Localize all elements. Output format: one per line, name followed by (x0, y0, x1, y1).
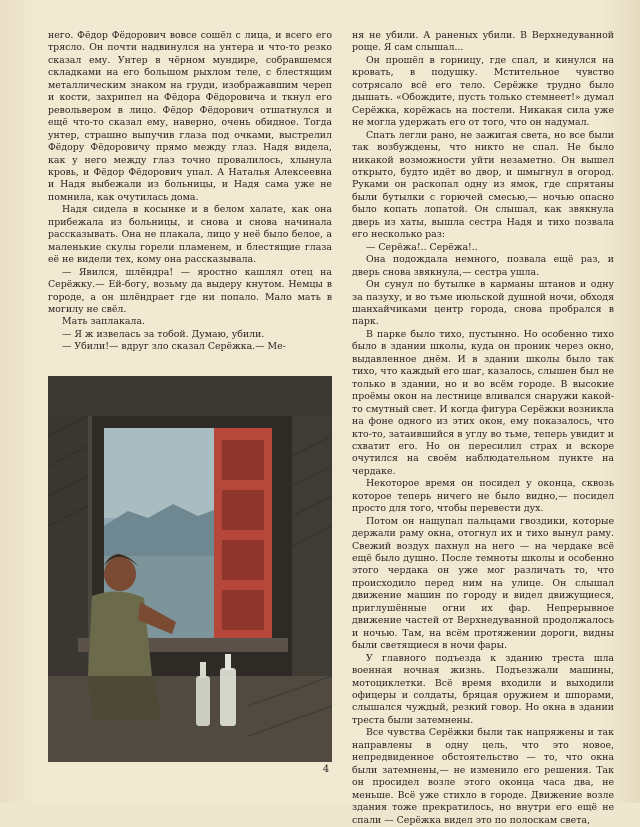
paragraph: — Я ж извелась за тобой. Думаю, убили. (62, 328, 265, 340)
paragraph: У главного подъезда к зданию треста шла военная ночная жизнь. Подъезжали машины, мотоциклетки. Всё время входили и выходили офицеры и солдаты, бряцая оружием и шпорами, слышался чуждый, резкий говор. Но окна в здании треста были затемнены. (352, 652, 614, 726)
paragraph: ня не убили. А раненых убили. В Верхнедуванной роще. Я сам слышал... (352, 30, 614, 54)
illustration-boy-at-window (48, 376, 332, 762)
paragraph: Он сунул по бутылке в карманы штанов и одну за пазуху, и во тьме июльской душной ночи, обходя шанхайчиками центр города, снова пробрался в парк. (352, 279, 614, 328)
paragraph: — Серёжа!.. Серёжа!.. (366, 241, 478, 253)
paragraph: Потом он нащупал пальцами гвоздики, которые держали раму окна, отогнул их и тихо вынул раму. Свежий воздух пахнул на него — на чердаке всё ещё было душно. После темноты школы и особенно этого чердака он уже мог различать то, что происходило перед ним на улице. Он слышал движение машин по городу и видел движущиеся, приглушённые огни их фар. Непрерывное движение частей от Верхнедуванной продолжалось и ночью. Там, на всём протяжении дороги, видны были светящиеся в ночи фары. (352, 515, 614, 652)
paragraph: В парке было тихо, пустынно. Но особенно тихо было в здании школы, куда он проник через окно, выдавленное днём. И в здании школы было так тихо, что каждый его шаг, казалось, слышен был не только в здании, но и во всём городе. В высокие проёмы окон на лестнице вливался снаружи какой-то смутный свет. И когда фигура Серёжки возникла на фоне одного из этих окон, ему показалось, что кто-то, затаившийся в углу во тьме, теперь увидит и схватит его. Но он пересилил страх и вскоре очутился на своём наблюдательном пункте на чердаке. (352, 328, 614, 477)
paragraph: него. Фёдор Фёдорович вовсе сошёл с лица, и всего его трясло. Он почти надвинулся на унтера и что-то резко сказал ему. Унтер в чёрном мундире, собравшемся складками на его большом рыхлом теле, с блестящим металлическим знаком на груди, изображавшим череп и кости, захрипел на Фёдора Фёдоровича и ткнул его револьвером в лицо. Фёдор Фёдорович отшатнулся и ещё что-то сказал ему, наверно, очень обидное. Тогда унтер, страшно выпучив глаза под очками, выстрелил Фёдору Фёдоровичу прямо между глаз. Надя видела, как у него между глаз точно провалилось, хлынула кровь, и Фёдор Фёдорович упал. А Наталья Алексеевна и Надя выбежали из больницы, и Надя сама уже не помнила, как очутилась дома. (48, 30, 332, 203)
left-text-column (48, 30, 332, 354)
paragraph: Мать заплакала. (62, 316, 145, 328)
page-number: 4 (322, 764, 330, 775)
right-text-column (352, 30, 614, 827)
paragraph: Надя сидела в косынке и в белом халате, как она прибежала из больницы, и снова и снова начинала рассказывать. Она не плакала, лицо у неё было белое, а маленькие скулы горели пламенем, и блестящие глаза её не видели тех, кому она рассказывала. (48, 204, 332, 266)
paragraph: — Убили!— вдруг зло сказал Серёжка.— Ме- (62, 341, 286, 353)
paragraph: Спать легли рано, не зажигая света, но все были так возбуждены, что никто не спал. Не было никакой возможности уйти незаметно. Он вышел открыто, будто идёт во двор, и шмыгнул в огород. Руками он раскопал одну из ямок, где спрятаны были бутылки с горючей смесью,— ночью опасно было копать лопатой. Он слышал, как звякнула дверь из хаты, вышла сестра Надя и тихо позвала его несколько раз: (352, 129, 614, 241)
paragraph: Она подождала немного, позвала ещё раз, и дверь снова звякнула,— сестра ушла. (352, 254, 614, 278)
paragraph: Все чувства Серёжки были так напряжены и так направлены в одну цель, что это новое, непредвиденное обстоятельство — то, что окна были затемнены,— не изменило его решения. Так он просидел возле этого оконца часа два, не меньше. Всё уже стихло в городе. Движение возле здания тоже прекратилось, но внутри его ещё не спали — Серёжка видел это по полоскам света, (352, 727, 614, 826)
paragraph: — Явился, шлёндра! — яростно кашлял отец на Серёжку.— Ей-богу, возьму да выдеру кнутом. Немцы в городе, а он шлёндрает где ни попало. Мало мать в могилу не свёл. (48, 266, 332, 315)
paragraph: Он прошёл в горницу, где спал, и кинулся на кровать, в подушку. Мстительное чувство сотрясало всё его тело. Серёжке трудно было дышать. «Обождите, пусть только стемнеет!» думал Серёжка, корёжась на постели. Никакая сила уже не могла удержать его от того, что он надумал. (352, 54, 614, 129)
paragraph: Некоторое время он посидел у оконца, сквозь которое теперь ничего не было видно,— посидел просто для того, чтобы перевести дух. (352, 478, 614, 515)
